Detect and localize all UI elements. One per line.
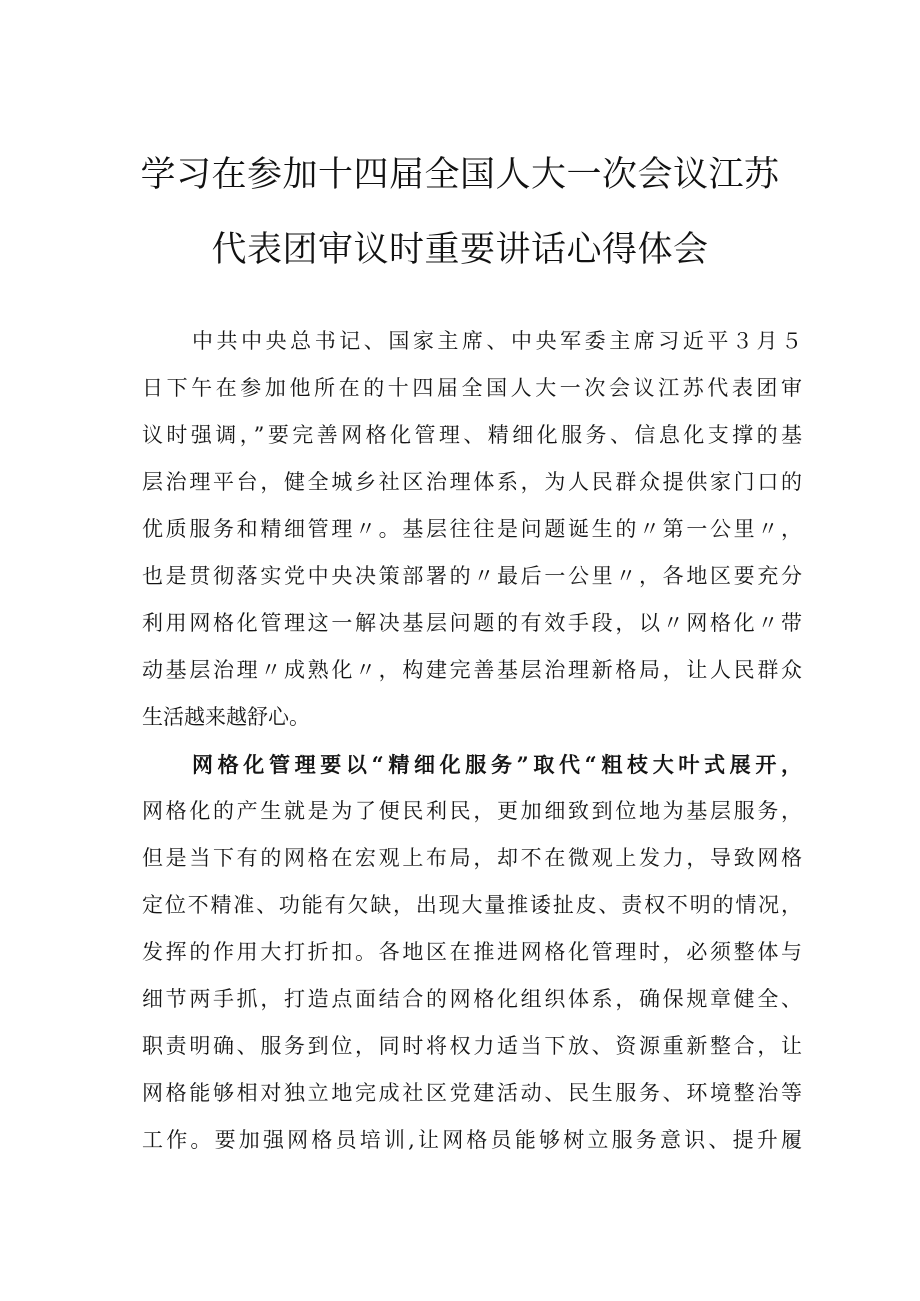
paragraph-2-line-5: 发挥的作用大打折扣。各地区在推进网格化管理时，必须整体与	[142, 940, 802, 964]
document-body	[142, 318, 802, 1164]
paragraph-1-line-1: 中共中央总书记、国家主席、中央军委主席习近平３月５	[192, 329, 802, 353]
paragraph-1-line-4: 层治理平台，健全城乡社区治理体系，为人民群众提供家门口的	[142, 470, 802, 494]
paragraph-1-line-7: 利用网格化管理这一解决基层问题的有效手段，以〃网格化〃带	[142, 611, 802, 635]
paragraph-1-line-9: 生活越来越舒心。	[142, 705, 310, 729]
paragraph-2	[142, 741, 802, 1164]
document-title-line-2: 代表团审议时重要讲话心得体会	[211, 230, 709, 270]
paragraph-2-line-1: 网格化管理要以“精细化服务”取代“粗枝大叶式展开，	[192, 752, 802, 777]
paragraph-2-line-7: 职责明确、服务到位，同时将权力适当下放、资源重新整合，让	[142, 1034, 802, 1058]
paragraph-2-line-9: 工作。要加强网格员培训,让网格员能够树立服务意识、提升履	[142, 1128, 802, 1152]
paragraph-1-line-6: 也是贯彻落实党中央决策部署的〃最后一公里〃，各地区要充分	[142, 564, 802, 588]
paragraph-1-line-8: 动基层治理〃成熟化〃，构建完善基层治理新格局，让人民群众	[142, 658, 802, 682]
paragraph-1-line-2: 日下午在参加他所在的十四届全国人大一次会议江苏代表团审	[142, 376, 802, 400]
paragraph-1-line-5: 优质服务和精细管理〃。基层往往是问题诞生的〃第一公里〃，	[142, 517, 802, 541]
paragraph-1	[142, 318, 802, 741]
paragraph-2-line-6: 细节两手抓，打造点面结合的网格化组织体系，确保规章健全、	[142, 987, 802, 1011]
paragraph-2-line-4: 定位不精准、功能有欠缺，出现大量推诿扯皮、责权不明的情况，	[142, 893, 802, 917]
paragraph-2-line-3: 但是当下有的网格在宏观上布局，却不在微观上发力，导致网格	[142, 846, 802, 870]
document-title-line-1: 学习在参加十四届全国人大一次会议江苏	[140, 155, 780, 195]
paragraph-2-line-2: 网格化的产生就是为了便民利民，更加细致到位地为基层服务，	[142, 799, 802, 823]
paragraph-1-line-3: 议时强调，”要完善网格化管理、精细化服务、信息化支撑的基	[142, 423, 802, 447]
paragraph-2-line-8: 网格能够相对独立地完成社区党建活动、民生服务、环境整治等	[142, 1081, 802, 1105]
